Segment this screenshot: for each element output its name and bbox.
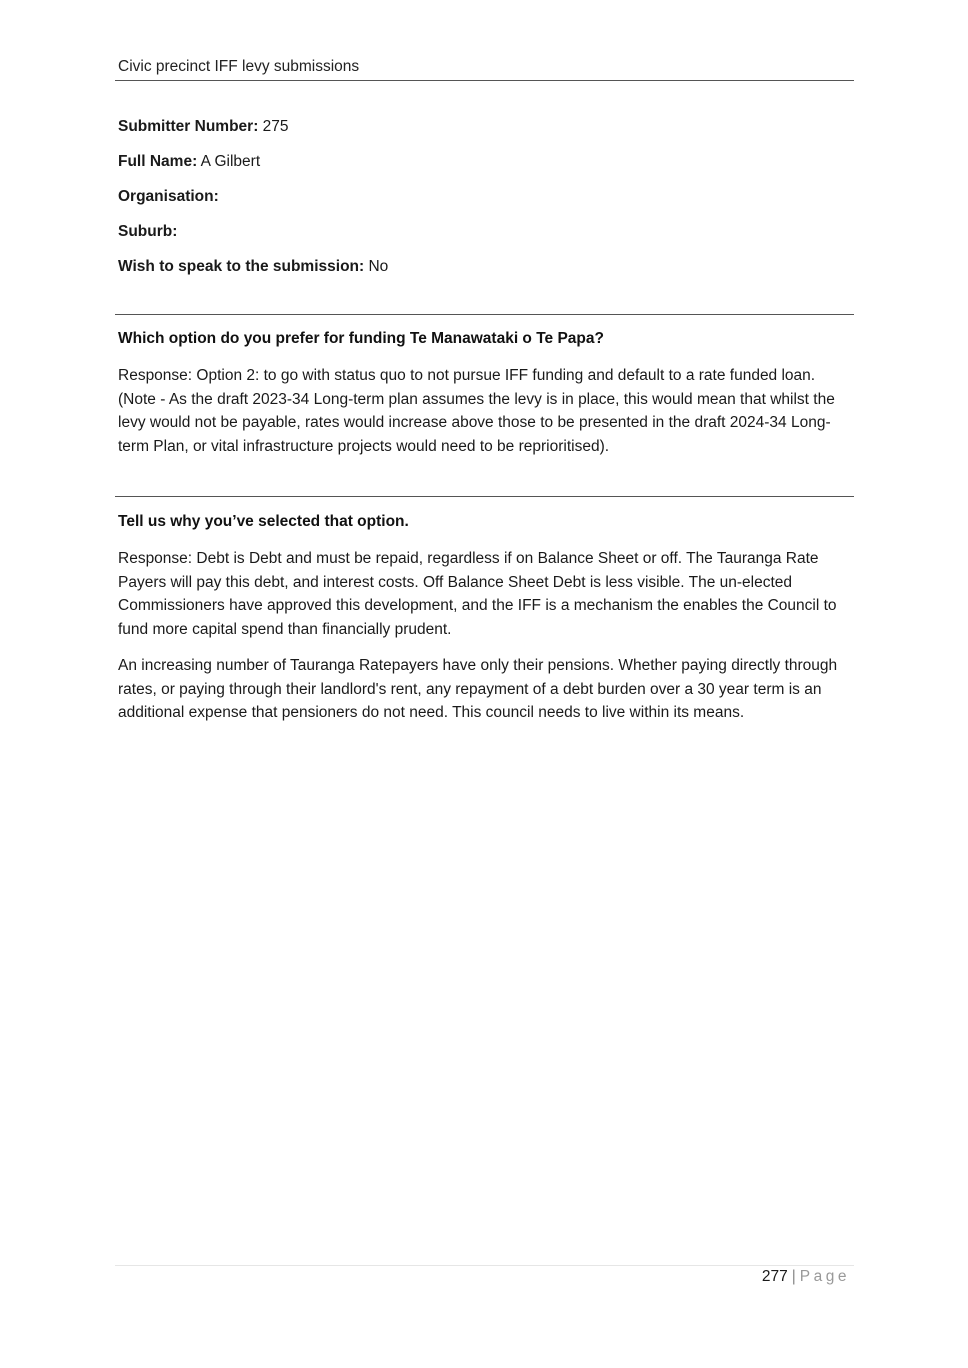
section-divider	[115, 496, 854, 497]
submitter-number-field	[118, 118, 289, 136]
organisation-field	[118, 188, 219, 206]
response-reason-paragraph: An increasing number of Tauranga Ratepayers have only their pensions. Whether paying directly through rates, or paying through their landlord's rent, any repayment of a debt burden over a 30 year term is an additional expense that pensioners do not need. This council needs to live within its means.	[118, 657, 838, 722]
response-funding-option: Response: Option 2: to go with status quo to not pursue IFF funding and default to a rate funded loan. (Note - As the draft 2023-34 Long-term plan assumes the levy is in place, this would mean that whilst the levy would not be payable, rates would increase above those to be presented in the draft 2024-34 Long-term Plan, or vital infrastructure projects would need to be reprioritised).	[118, 367, 835, 456]
question-reason: Tell us why you’ve selected that option.	[118, 513, 409, 530]
suburb-field	[118, 223, 177, 241]
footer-divider	[115, 1265, 854, 1266]
section-divider	[115, 314, 854, 315]
running-header: Civic precinct IFF levy submissions	[118, 58, 360, 75]
full-name-field	[118, 153, 260, 171]
wish-to-speak-value: No	[364, 258, 389, 275]
organisation-label: Organisation:	[118, 188, 219, 205]
wish-to-speak-label: Wish to speak to the submission:	[118, 258, 365, 275]
page-number: 277	[761, 1268, 788, 1285]
page-word: Page	[799, 1268, 850, 1285]
question-funding-option: Which option do you prefer for funding Te Manawataki o Te Papa?	[118, 330, 604, 347]
page-footer	[762, 1268, 850, 1286]
footer-separator: |	[791, 1268, 796, 1285]
submitter-number-value: 275	[258, 118, 289, 135]
wish-to-speak-field	[118, 258, 388, 276]
header-divider	[115, 80, 854, 81]
response-reason-paragraph: Response: Debt is Debt and must be repaid, regardless if on Balance Sheet or off. The Tauranga Rate Payers will pay this debt, and interest costs. Off Balance Sheet Debt is less visible. The un-elected Commissioners have approved this development, and the IFF is a mechanism the enables the Council to fund more capital spend than financially prudent.	[118, 550, 837, 639]
full-name-value: A Gilbert	[197, 153, 261, 170]
full-name-label: Full Name:	[118, 153, 198, 170]
suburb-label: Suburb:	[118, 223, 178, 240]
submitter-number-label: Submitter Number:	[118, 118, 259, 135]
